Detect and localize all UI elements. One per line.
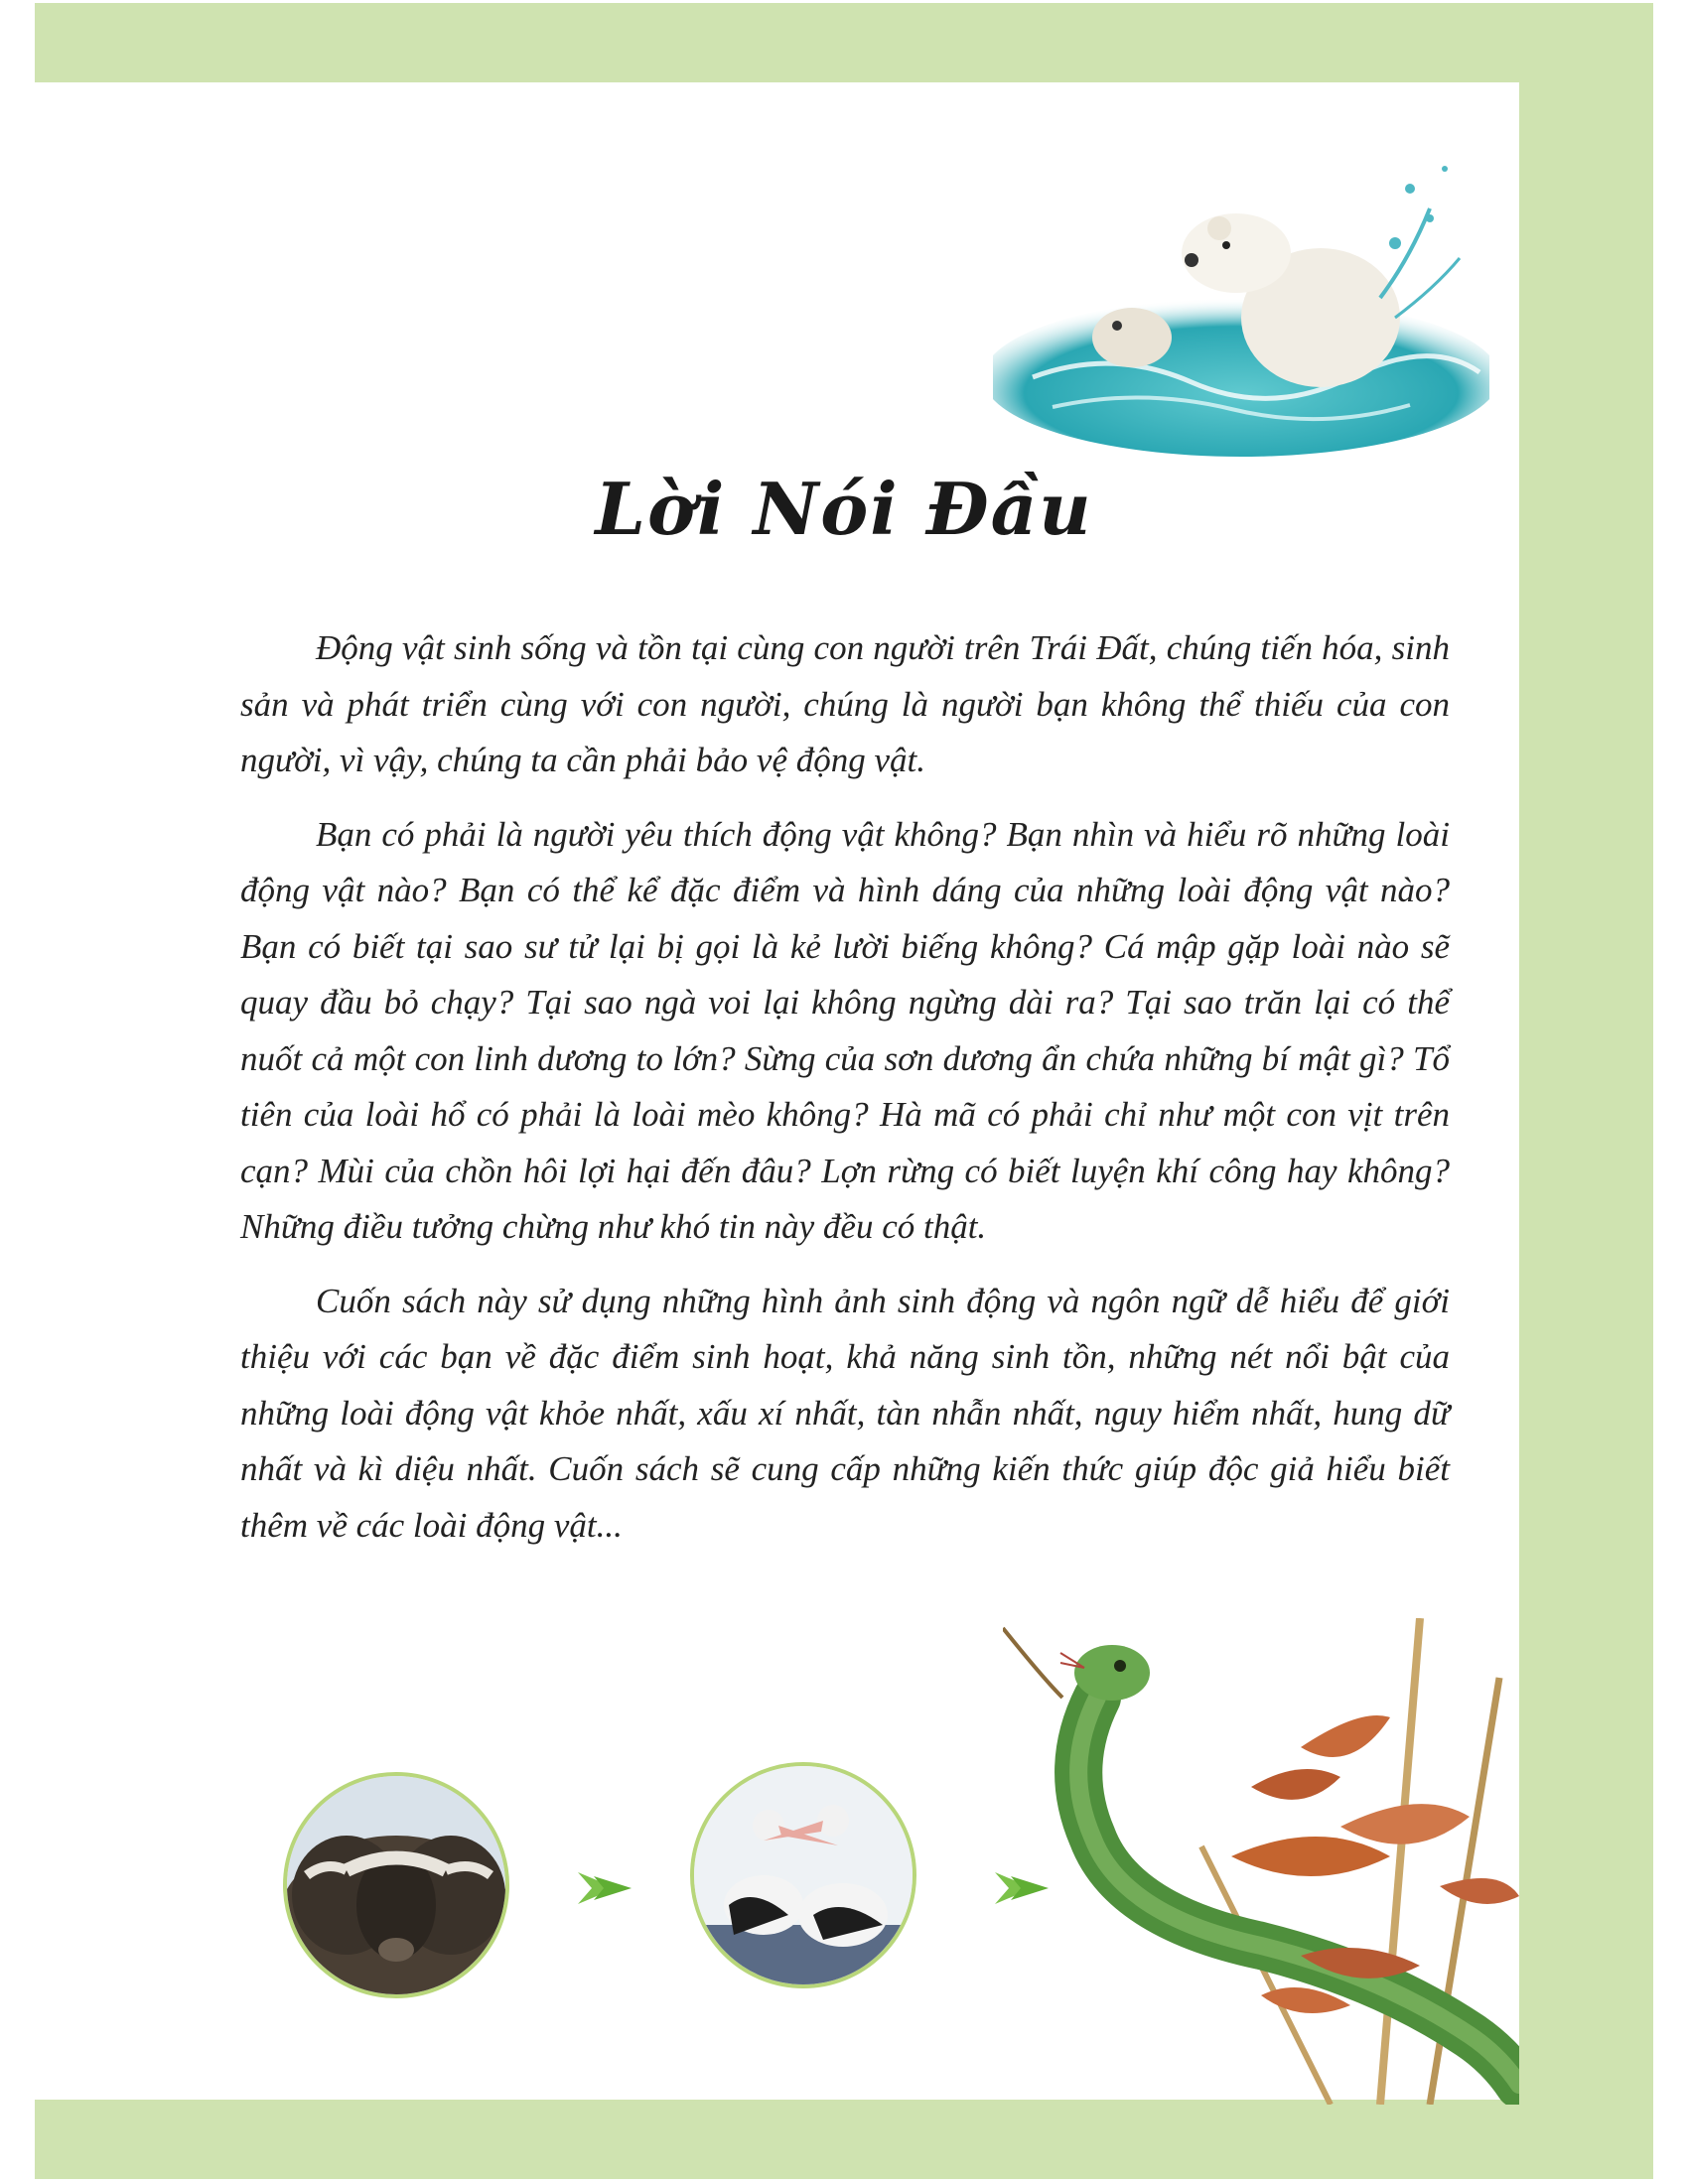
polar-bear-illustration xyxy=(993,149,1489,467)
musk-ox-photo xyxy=(283,1772,509,1998)
paragraph-2: Bạn có phải là người yêu thích động vật không? Bạn nhìn và hiểu rõ những loài động vật nào? Bạn có thể kể đặc điểm và hình dáng của những loài động vật nào? Bạn có biết tại sao sư tử lại bị gọi là kẻ lười biếng không? Cá mập gặp loài nào sẽ quay đầu bỏ chạy? Tại sao ngà voi lại không ngừng dài ra? Tại sao trăn lại có thể nuốt cả một con linh dương to lớn? Sừng của sơn dương ẩn chứa những bí mật gì? Tổ tiên của loài hổ có phải là loài mèo không? Hà mã có phải chỉ như một con vịt trên cạn? Mùi của chồn hôi lợi hại đến đâu? Lợn rừng có biết luyện khí công hay không? Những điều tưởng chừng như khó tin này đều có thật. xyxy=(240,814,1450,1246)
preface-body xyxy=(240,620,1450,1571)
bottom-border-band xyxy=(35,2100,1653,2179)
top-border-band xyxy=(35,3,1653,82)
right-border-band xyxy=(1519,3,1653,2179)
green-snake-illustration xyxy=(1003,1618,1519,2105)
paragraph-1: Động vật sinh sống và tồn tại cùng con người trên Trái Đất, chúng tiến hóa, sinh sản và phát triển cùng với con người, chúng là người bạn không thể thiếu của con người, vì vậy, chúng ta cần phải bảo vệ động vật. xyxy=(240,628,1450,779)
pelican-photo xyxy=(690,1762,916,1988)
arrow-right-icon xyxy=(576,1868,635,1908)
page-title: Lời Nói Đầu xyxy=(595,467,1093,551)
paragraph-3: Cuốn sách này sử dụng những hình ảnh sinh động và ngôn ngữ dễ hiểu để giới thiệu với các bạn về đặc điểm sinh hoạt, khả năng sinh tồn, những nét nổi bật của những loài động vật khỏe nhất, xấu xí nhất, tàn nhẫn nhất, nguy hiểm nhất, hung dữ nhất và kì diệu nhất. Cuốn sách sẽ cung cấp những kiến thức giúp độc giả hiểu biết thêm về các loài động vật... xyxy=(240,1281,1450,1545)
